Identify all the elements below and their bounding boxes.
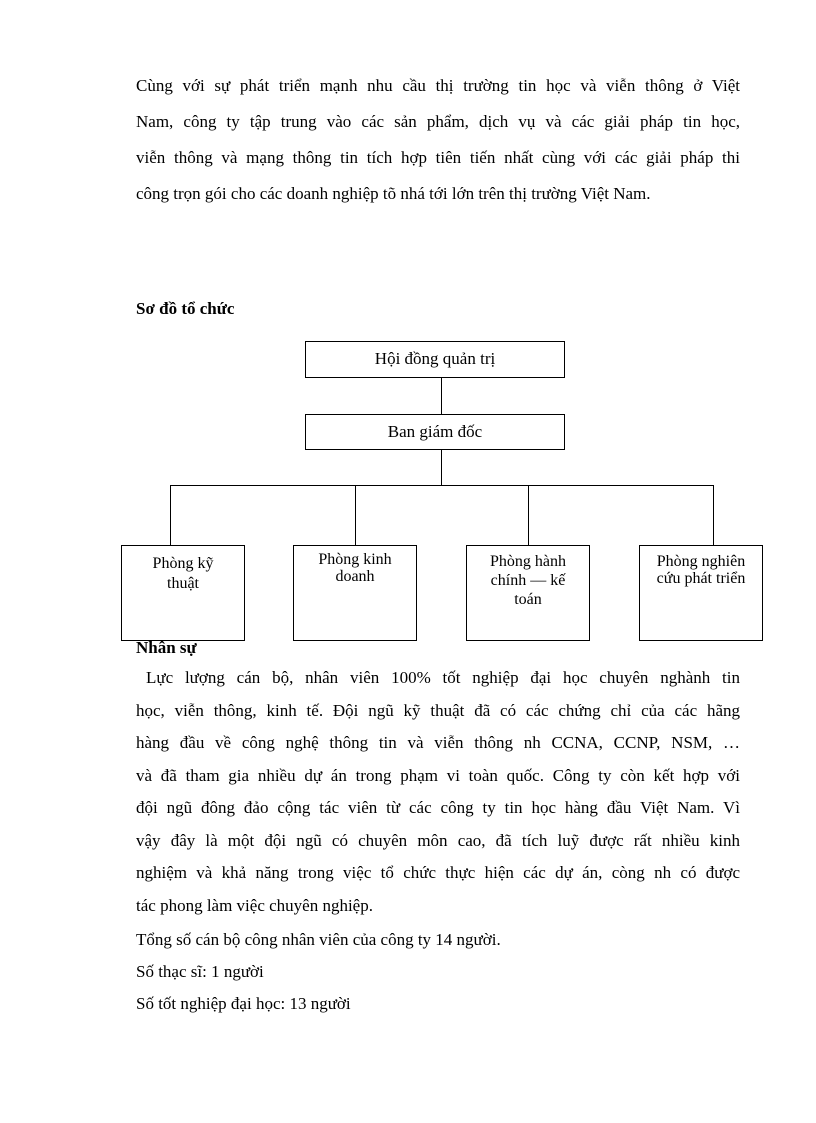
org-box-dept-rnd: Phòng nghiên cứu phát triển [639,545,763,641]
masters-count: Số thạc sĩ: 1 người [136,962,264,981]
hr-line: và đã tham gia nhiều dự án trong phạm vi toàn quốc. Công ty còn kết hợp với [136,765,740,785]
graduates-count: Số tốt nghiệp đại học: 13 người [136,994,351,1013]
total-staff: Tổng số cán bộ công nhân viên của công ty 14 người. [136,930,501,949]
connector-bus [170,485,714,486]
connector-dept-2 [355,485,356,546]
hr-line: học, viễn thông, kinh tế. Đội ngũ kỹ thuật đã có các chứng chỉ của các hãng [136,700,740,720]
intro-line: Nam, công ty tập trung vào các sản phẩm, dịch vụ và các giải pháp tin học, [136,112,740,131]
hr-line: tác phong làm việc chuyên nghiệp. [136,895,373,915]
hr-line: Lực lượng cán bộ, nhân viên 100% tốt nghiệp đại học chuyên nghành tin [146,668,740,687]
intro-line: công trọn gói cho các doanh nghiệp tõ nhá tới lớn trên thị trường Việt Nam. [136,184,651,203]
org-box-board: Hội đồng quản trị [305,341,565,378]
connector-dept-4 [713,485,714,546]
org-box-dept-admin: Phòng hành chính — kế toán [466,545,590,641]
intro-line: viễn thông và mạng thông tin tích hợp tiên tiến nhất cùng với các giải pháp thi [136,148,740,167]
org-box-dept-technical: Phòng kỹ thuật [121,545,245,641]
intro-line: Cùng với sự phát triển mạnh nhu cầu thị trường tin học và viễn thông ở Việt [136,76,740,95]
connector-dept-3 [528,485,529,546]
hr-heading: Nhân sự [136,638,197,657]
connector-dept-1 [170,485,171,546]
intro-paragraph [136,68,740,212]
hr-line: hàng đầu về công nghệ thông tin và viễn thông nh CCNA, CCNP, NSM, … [136,733,740,752]
hr-line: nghiệm và khả năng trong việc tổ chức thực hiện các dự án, còng nh có được [136,863,740,882]
connector-board-directors [441,377,442,414]
connector-directors-bus [441,449,442,486]
hr-line: vậy đây là một đội ngũ có chuyên môn cao, đã tích luỹ được rất nhiều kinh [136,830,740,850]
org-box-dept-sales: Phòng kinh doanh [293,545,417,641]
org-box-directors: Ban giám đốc [305,414,565,450]
org-chart-heading: Sơ đồ tổ chức [136,299,235,318]
hr-paragraph [136,662,740,922]
hr-line: đội ngũ đông đảo cộng tác viên từ các công ty tin học hàng đầu Việt Nam. Vì [136,798,740,817]
